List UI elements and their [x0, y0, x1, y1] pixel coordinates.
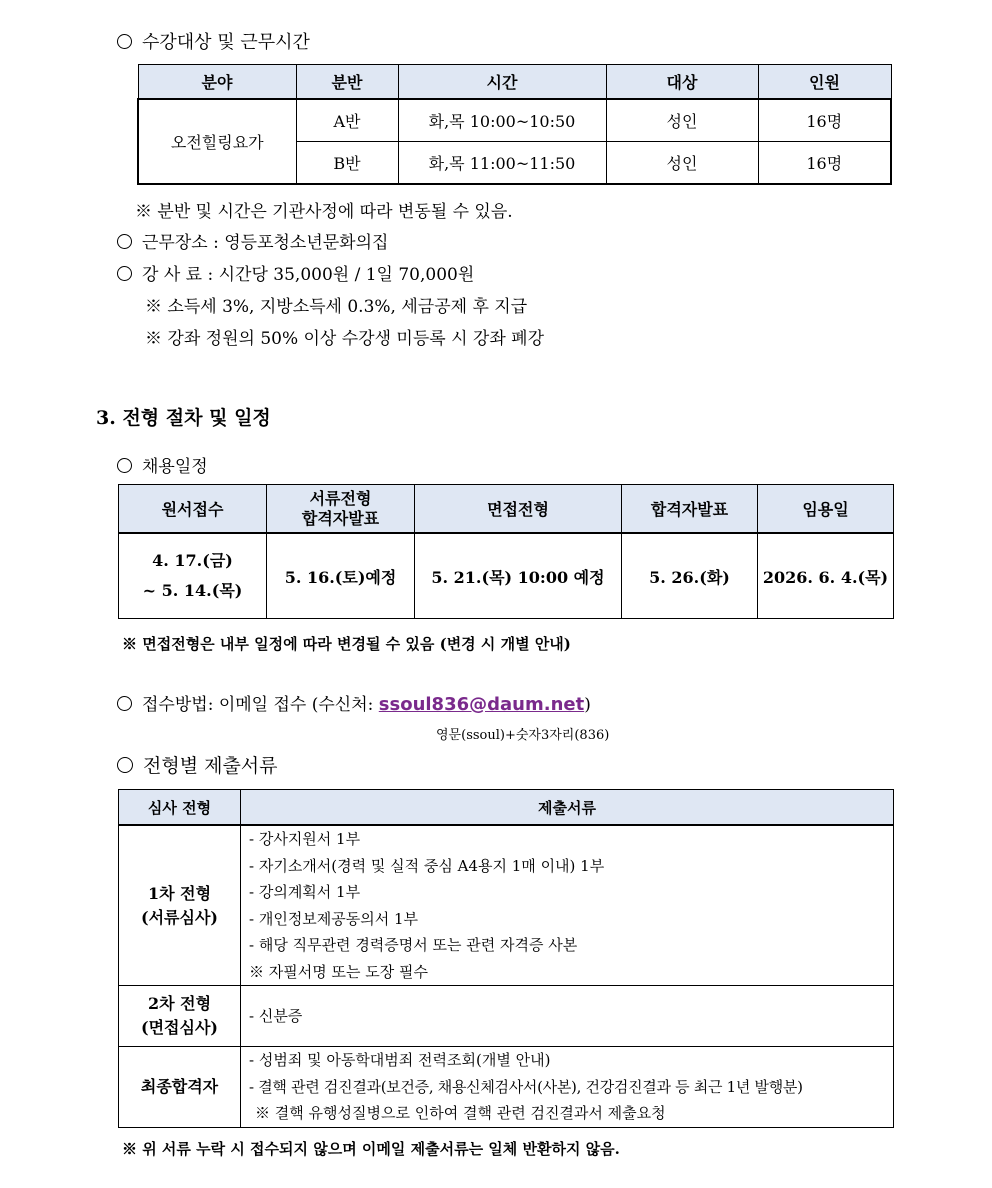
stage-line: 2차 전형 [147, 994, 212, 1013]
count-cell: 16명 [758, 142, 891, 185]
list-item: ※ 결핵 유행성질병으로 인하여 결핵 관련 검진결과서 제출요청 [255, 1104, 666, 1122]
fee-line: 강 사 료 : 시간당 35,000원 / 1일 70,000원 [117, 260, 474, 285]
time-cell: 화,목 11:00~11:50 [398, 142, 606, 185]
schedule-cell-doc-result: 5. 16.(토)예정 [267, 533, 415, 619]
class-schedule-table [137, 64, 892, 185]
stage-line: 1차 전형 [147, 883, 212, 903]
apply-method-line: 접수방법: 이메일 접수 (수신처: ssoul836@daum.net) [117, 690, 591, 715]
docs-heading: 전형별 제출서류 [117, 751, 278, 778]
docs-cell [241, 986, 894, 1047]
list-item: - 강의계획서 1부 [249, 883, 361, 901]
schedule-cell-start: 2026. 6. 4.(목) [758, 533, 894, 619]
fee-note-cancel: ※ 강좌 정원의 50% 이상 수강생 미등록 시 강좌 폐강 [145, 329, 545, 349]
table-row [119, 825, 894, 986]
docs-cell [241, 1047, 894, 1128]
count-cell: 16명 [758, 99, 891, 142]
header-line: 합격자발표 [301, 508, 380, 528]
header-cell: 심사 전형 [119, 790, 241, 826]
circle-bullet-icon [117, 234, 132, 249]
table-row [119, 1047, 894, 1128]
header-cell: 시간 [398, 65, 606, 100]
class-cell: B반 [296, 142, 398, 185]
class-change-note: ※ 분반 및 시간은 기관사정에 따라 변동될 수 있음. [135, 202, 513, 222]
schedule-cell-interview: 5. 21.(목) 10:00 예정 [415, 533, 622, 619]
schedule-cell-apply [119, 533, 267, 619]
header-cell: 대상 [606, 65, 758, 100]
list-item: - 자기소개서(경력 및 실적 중심 A4용지 1매 이내) 1부 [249, 856, 605, 875]
header-cell: 임용일 [758, 485, 894, 534]
stage-line: (서류심사) [141, 907, 218, 927]
schedule-heading: 채용일정 [117, 452, 208, 477]
list-item: - 해당 직무관련 경력증명서 또는 관련 자격증 사본 [249, 936, 578, 954]
apply-end: ~ 5. 14.(목) [142, 581, 243, 600]
stage-cell [119, 986, 241, 1047]
workplace-line: 근무장소 : 영등포청소년문화의집 [117, 228, 388, 253]
header-cell: 면접전형 [415, 485, 622, 534]
header-cell: 분반 [296, 65, 398, 100]
header-line: 서류전형 [309, 488, 372, 508]
schedule-note: ※ 면접전형은 내부 일정에 따라 변경될 수 있음 (변경 시 개별 안내) [122, 635, 571, 653]
circle-bullet-icon [117, 266, 132, 281]
required-docs-table [118, 789, 894, 1128]
list-item: - 성범죄 및 아동학대범죄 전력조회(개별 안내) [249, 1051, 551, 1069]
list-item: ※ 자필서명 또는 도장 필수 [249, 962, 428, 981]
header-cell: 제출서류 [241, 790, 894, 826]
time-cell: 화,목 10:00~10:50 [398, 99, 606, 142]
list-item: - 강사지원서 1부 [249, 830, 361, 848]
list-item: - 개인정보제공동의서 1부 [249, 909, 419, 928]
target-cell: 성인 [606, 142, 758, 185]
target-heading: 수강대상 및 근무시간 [117, 28, 310, 54]
circle-bullet-icon [117, 696, 132, 711]
header-cell: 원서접수 [119, 485, 267, 534]
header-cell: 합격자발표 [622, 485, 758, 534]
stage-cell: 최종합격자 [119, 1047, 241, 1128]
apply-start: 4. 17.(금) [152, 551, 233, 570]
header-cell: 인원 [758, 65, 891, 100]
field-cell: 오전힐링요가 [138, 99, 296, 184]
final-note: ※ 위 서류 누락 시 접수되지 않으며 이메일 제출서류는 일체 반환하지 않음. [122, 1140, 620, 1158]
table-row [119, 533, 894, 619]
circle-bullet-icon [117, 458, 132, 473]
list-item: - 신분증 [249, 1006, 303, 1025]
table-header-row [119, 790, 894, 826]
apply-email-link[interactable]: ssoul836@daum.net [378, 694, 585, 715]
circle-bullet-icon [117, 757, 133, 773]
recruit-schedule-table [118, 484, 894, 619]
table-header-row [119, 485, 894, 534]
table-row [119, 986, 894, 1047]
schedule-cell-result: 5. 26.(화) [622, 533, 758, 619]
circle-bullet-icon [117, 34, 132, 49]
email-hint: 영문(ssoul)+숫자3자리(836) [436, 728, 610, 743]
header-cell: 분야 [138, 65, 296, 100]
fee-note-tax: ※ 소득세 3%, 지방소득세 0.3%, 세금공제 후 지급 [145, 297, 528, 317]
class-cell: A반 [296, 99, 398, 142]
table-row [138, 99, 891, 142]
target-cell: 성인 [606, 99, 758, 142]
header-cell [267, 485, 415, 534]
stage-cell [119, 825, 241, 986]
list-item: - 결핵 관련 검진결과(보건증, 채용신체검사서(사본), 건강검진결과 등 최근 1년 발행분) [249, 1077, 803, 1096]
table-header-row [138, 65, 891, 100]
section3-title: 3. 전형 절차 및 일정 [96, 407, 271, 429]
stage-line: (면접심사) [141, 1018, 218, 1037]
docs-cell [241, 825, 894, 986]
